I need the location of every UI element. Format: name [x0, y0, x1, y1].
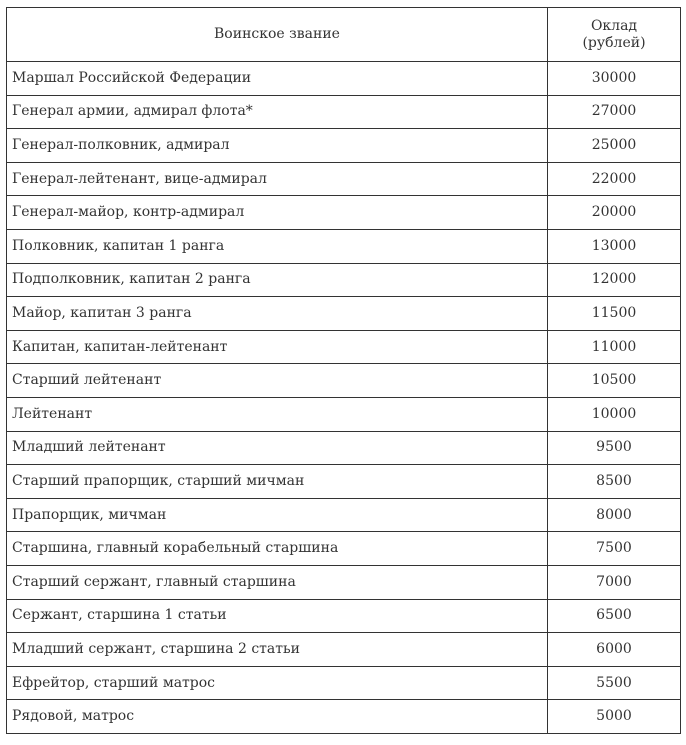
rank-cell: Ефрейтор, старший матрос — [7, 666, 548, 700]
header-pay — [548, 8, 681, 62]
table-row — [7, 263, 681, 297]
table-row — [7, 364, 681, 398]
header-rank: Воинское звание — [7, 8, 548, 62]
table-header-row — [7, 8, 681, 62]
table-row — [7, 666, 681, 700]
rank-cell: Генерал-лейтенант, вице-адмирал — [7, 162, 548, 196]
table-row — [7, 700, 681, 734]
table-row — [7, 633, 681, 667]
table-row — [7, 95, 681, 129]
rank-cell: Прапорщик, мичман — [7, 498, 548, 532]
rank-cell: Генерал-майор, контр-адмирал — [7, 196, 548, 230]
pay-cell: 10500 — [548, 364, 681, 398]
pay-cell: 25000 — [548, 129, 681, 163]
pay-cell: 5000 — [548, 700, 681, 734]
pay-cell: 8500 — [548, 465, 681, 499]
table-row — [7, 297, 681, 331]
table-row — [7, 162, 681, 196]
rank-cell: Младший сержант, старшина 2 статьи — [7, 633, 548, 667]
table-row — [7, 330, 681, 364]
header-pay-line2: (рублей) — [582, 34, 646, 51]
rank-cell: Полковник, капитан 1 ранга — [7, 229, 548, 263]
table-row — [7, 129, 681, 163]
rank-cell: Майор, капитан 3 ранга — [7, 297, 548, 331]
pay-cell: 5500 — [548, 666, 681, 700]
table-row — [7, 565, 681, 599]
table-row — [7, 498, 681, 532]
pay-cell: 8000 — [548, 498, 681, 532]
pay-cell: 7500 — [548, 532, 681, 566]
table-row — [7, 397, 681, 431]
table-row — [7, 196, 681, 230]
pay-cell: 10000 — [548, 397, 681, 431]
table-row — [7, 465, 681, 499]
pay-cell: 6500 — [548, 599, 681, 633]
pay-cell: 13000 — [548, 229, 681, 263]
rank-cell: Лейтенант — [7, 397, 548, 431]
table-row — [7, 599, 681, 633]
table-row — [7, 229, 681, 263]
pay-cell: 30000 — [548, 62, 681, 96]
pay-cell: 12000 — [548, 263, 681, 297]
table-row — [7, 431, 681, 465]
rank-cell: Старший лейтенант — [7, 364, 548, 398]
rank-cell: Старшина, главный корабельный старшина — [7, 532, 548, 566]
rank-cell: Генерал-полковник, адмирал — [7, 129, 548, 163]
rank-cell: Старший прапорщик, старший мичман — [7, 465, 548, 499]
pay-cell: 27000 — [548, 95, 681, 129]
rank-cell: Старший сержант, главный старшина — [7, 565, 548, 599]
table-row — [7, 532, 681, 566]
pay-cell: 22000 — [548, 162, 681, 196]
pay-cell: 9500 — [548, 431, 681, 465]
rank-cell: Младший лейтенант — [7, 431, 548, 465]
rank-cell: Сержант, старшина 1 статьи — [7, 599, 548, 633]
pay-cell: 6000 — [548, 633, 681, 667]
salary-table — [6, 7, 681, 734]
rank-cell: Генерал армии, адмирал флота* — [7, 95, 548, 129]
rank-cell: Капитан, капитан-лейтенант — [7, 330, 548, 364]
rank-cell: Подполковник, капитан 2 ранга — [7, 263, 548, 297]
pay-cell: 11500 — [548, 297, 681, 331]
pay-cell: 11000 — [548, 330, 681, 364]
rank-cell: Рядовой, матрос — [7, 700, 548, 734]
rank-cell: Маршал Российской Федерации — [7, 62, 548, 96]
pay-cell: 20000 — [548, 196, 681, 230]
pay-cell: 7000 — [548, 565, 681, 599]
header-pay-line1: Оклад — [590, 17, 638, 34]
table-row — [7, 62, 681, 96]
